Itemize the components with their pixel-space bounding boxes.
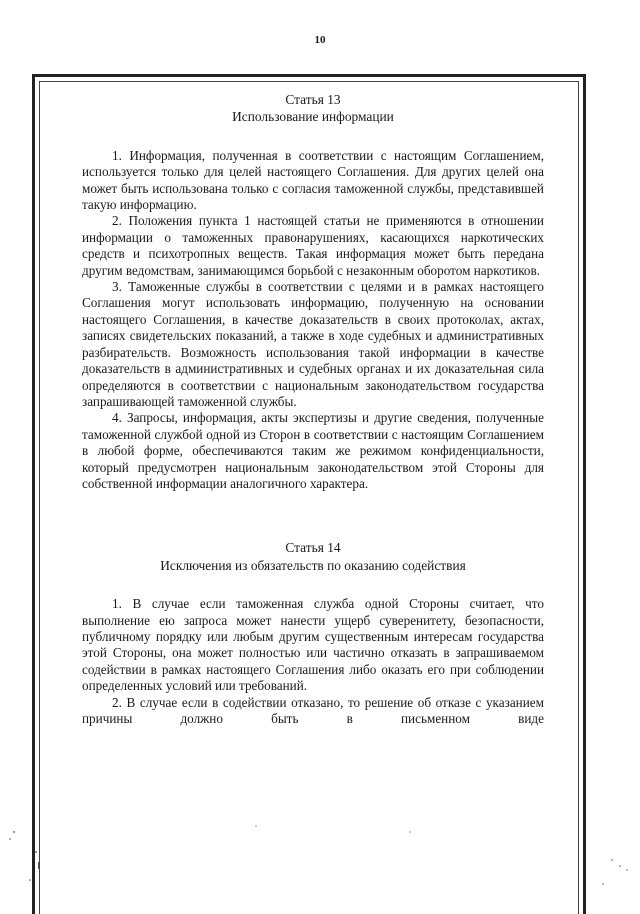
paragraph: 2. Положения пункта 1 настоящей статьи не применяются в отношении информации о таможенных правонарушениях, касающихся наркотических средств и психотропных веществ. Такая информация может быть передана другим ведомствам, занимающимся борьбой с незаконным оборотом наркотиков. [82,213,544,278]
article-13 [82,92,544,492]
page-number: 10 [314,34,326,46]
article-heading: Использование информации [232,109,394,125]
paragraph: 4. Запросы, информация, акты экспертизы и другие сведения, полученные таможенной службой одной из Сторон в соответствии с настоящим Соглашением в любой форме, обеспечиваются таким же режимом конфиденциальности, который предусмотрен национальным законодательством этой Стороны для собственной информации аналогичного характера. [82,410,544,491]
document-content [82,92,544,727]
paragraph: 1. В случае если таможенная служба одной Стороны считает, что выполнение ею запроса может нанести ущерб суверенитету, безопасности, публичному порядку или любым другим существенным интересам государства этой Стороны, она может полностью или частично отказать в запрашиваемом содействии в рамках настоящего Соглашения либо оказать его при соблюдении определенных условий или требований. [82,596,544,694]
paragraph: 2. В случае если в содействии отказано, то решение об отказе с указанием причины должно быть в письменном виде [82,694,544,726]
paragraph: 1. Информация, полученная в соответствии с настоящим Соглашением, используется только для целей настоящего Соглашения. Для других целей она может быть использована только с согласия таможенной службы, представившей такую информацию. [82,147,544,213]
paragraph: 3. Таможенные службы в соответствии с целями и в рамках настоящего Соглашения могут использовать информацию, полученную на основании настоящего Соглашения, в качестве доказательств в своих протоколах, актах, записях свидетельских показаний, а также в ходе судебных и административных разбирательств. Возможность использования такой информации в качестве доказательств в административных и судебных органах и их доказательная сила определяются в соответствии с национальным законодательством государства запрашивающей таможенной службы. [82,279,544,409]
article-spacer [82,492,544,540]
article-title: Статья 14 [285,540,341,556]
article-body [82,148,544,493]
article-title: Статья 13 [285,92,341,107]
article-14 [82,540,544,727]
article-heading: Исключения из обязательств по оказанию содействия [160,557,466,573]
article-body [82,596,544,727]
